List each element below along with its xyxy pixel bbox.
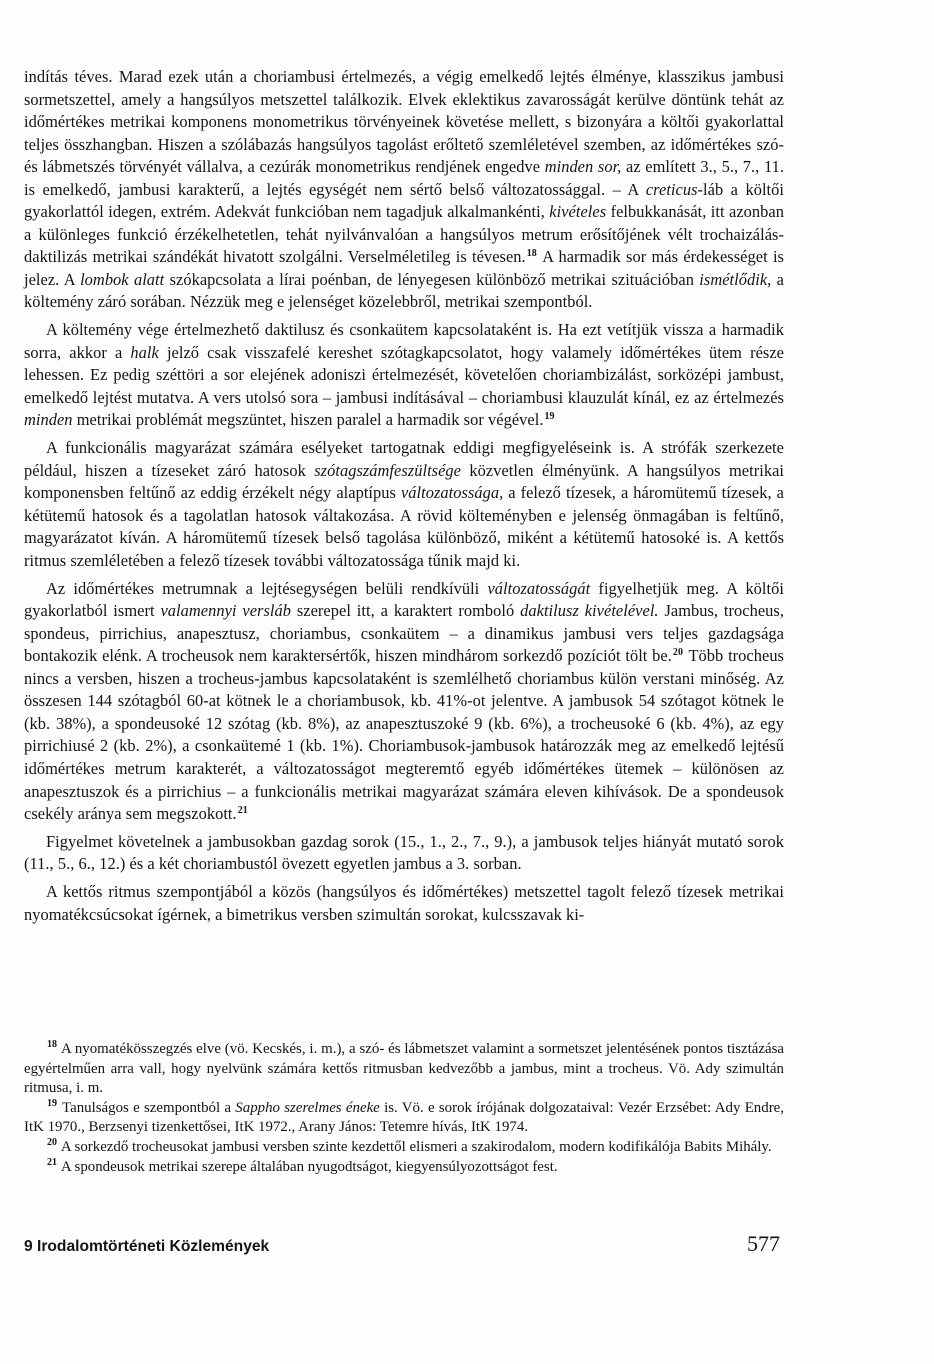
text-run: jelző csak visszafelé kereshet szótagkapcsolatot, hogy valamely időmértékes ütem része lehessen. Ez pedig széttöri a sor elejének adoniszi értelmezését, követelően choriambizálást, sorközépi jambust, emelkedő lejtést mutatva. A vers utolsó sora – jambusi indításával – choriambusi klauzulát kínál, ez az értelmezés — [24, 342, 785, 407]
text-run: A költemény vége értelmezhető daktilusz és csonkaütem kapcsolataként is. Ha ezt vetítjük vissza a harmadik sorra, akkor a — [24, 320, 784, 362]
italic-text: minden — [24, 410, 73, 430]
text-run: -láb a költői gyakorlattól idegen, extrém. Adekvát funkcióban nem tagadjuk alkalmankénti, — [24, 179, 784, 222]
footnote — [24, 1138, 784, 1158]
text-run: Figyelmet követelnek a jambusokban gazdag sorok (15., 1., 2., 7., 9.), a jambusok teljes hiányát mutató sorok (11., 5., 6., 12.) és a két choriambustól övezett egyetlen jambus a 3. sorban. — [24, 831, 784, 874]
italic-text: ismétlődik, — [699, 269, 772, 289]
text-run: is. Vö. e sorok írójának dolgozataival: Vezér Erzsébet: Ady Endre, ItK 1970., Berzsenyi tizenkettősei, ItK 1972., Arany János: Tetemre hívás, ItK 1974. — [24, 1099, 784, 1136]
italic-text: daktilusz kivételével. — [520, 601, 659, 621]
body-paragraph — [24, 319, 784, 432]
italic-text: szótagszámfeszültsége — [314, 460, 461, 480]
italic-text: lombok alatt — [80, 269, 165, 289]
text-run: A nyomatékösszegzés elve (vö. Kecskés, i. m.), a szó- és lábmetszet valamint a sormetszet jelentésének pontos tisztázása egyértelműen arra vall, hogy nyelvünk számára kettős ritmusban kedvezőbb a jambus, mint a trocheus. Vö. Ady szimultán ritmusa, i. m. — [24, 1041, 784, 1097]
italic-text: creticus — [645, 179, 698, 199]
footnote — [24, 1099, 784, 1138]
italic-text: halk — [130, 342, 159, 362]
body-paragraph — [24, 578, 784, 826]
italic-text: változatosságát — [487, 578, 591, 598]
footnote-marker: 18 — [47, 1039, 57, 1050]
italic-text: Sappho szerelmes éneke — [235, 1099, 380, 1116]
text-run: szerepel itt, a karaktert romboló — [290, 601, 521, 621]
text-run: Tanulságos e szempontból a — [58, 1099, 236, 1116]
text-run: Több trocheus nincs a versben, hiszen a trocheus-jambus kapcsolataként is szemlélhető choriambus külön verstani minőség. Az összesen 144 szótagból 60-at kötnek le a choriambusok, kb. 41%-ot jelentve. A jambusok 54 szótagot kötnek le (kb. 38%), a spondeusoké 12 szótag (kb. 8%), az anapesztuszoké 9 (kb. 6%), a trocheusoké 6 (kb. 4%), az egy pirrichiusé 2 (kb. 2%), a csonkaütemé 1 (kb. 1%). Choriambusok-jambusok határozzák meg az emelkedő lejtésű időmértékes metrum karakterét, a változatosságot megteremtő egyéb időmértékes ütemek – különösen az anapesztuszok és a pirrichius – a funkcionális metrikai magyarázat számára eleven kihívások. De a spondeusok csekély aránya sem megszokott. — [24, 646, 784, 824]
footnote-marker: 20 — [672, 647, 684, 659]
italic-text: kivételes — [549, 202, 607, 222]
text-run: Jambus, trocheus, spondeus, pirrichius, anapesztusz, choriambus, csonkaütem – a dinamikus jambusi vers teljes gazdagsága bontakozik elénk. A trocheusok nem karaktersértők, hiszen mindhárom sorkezdő pozíciót tölt be. — [24, 601, 785, 666]
journal-footer: 9 Irodalomtörténeti Közlemények — [24, 1238, 270, 1255]
text-run: a költemény záró sorában. Nézzük meg e jelenséget közelebbről, metrikai szempontból. — [24, 269, 784, 312]
footnote-marker: 18 — [526, 248, 537, 260]
page-number: 577 — [747, 1231, 780, 1256]
text-run: a felező tízesek, a háromütemű tízesek, a kétütemű hatosok és a tagolatlan hatosok váltakozása. A rövid költeményben e jelenség önmagában is feltűnő, magyarázatot kíván. A háromütemű tízesek belső tagolása különböző, miként a kétütemű hatosoké is. A kettős ritmus szemléletében a felező tízesek további változatossága tűnik majd ki. — [24, 483, 784, 570]
text-run: felbukkanását, itt azonban a különleges funkció érzékelhetetlen, tehát nyilvánvalóan a hangsúlyos metrum erősítőjének vélt trochaizálás-daktilizás metrikai szándékát hivatott szolgálni. Verselméletileg is tévesen. — [24, 202, 784, 267]
footnote-marker: 20 — [47, 1136, 57, 1148]
text-run: figyelhetjük meg. A költői gyakorlatból ismert — [24, 578, 784, 621]
text-run: A sorkezdő trocheusokat jambusi versben szinte kezdettől elismeri a szakirodalom, modern kodifikálója Babits Mihály. — [58, 1138, 772, 1155]
text-run: az említett 3., 5., 7., 11. is emelkedő, jambusi karakterű, a lejtés egységét nem sértő belső változatossággal. – A — [24, 157, 784, 199]
text-run: A spondeusok metrikai szerepe általában nyugodtságot, kiegyensúlyozottságot fest. — [58, 1158, 558, 1175]
main-text-body — [24, 66, 784, 931]
text-run: közvetlen élményünk. A hangsúlyos metrikai komponensben feltűnő az eddig érzékelt négy alaptípus — [24, 460, 784, 503]
text-run: A kettős ritmus szempontjából a közös (hangsúlyos és időmértékes) metszettel tagolt felező tízesek metrikai nyomatékcsúcsokat ígérnek, a bimetrikus versben szimultán sorokat, kulcsszavak ki- — [24, 882, 784, 924]
footnote-marker: 19 — [47, 1097, 57, 1109]
footnote — [24, 1040, 784, 1099]
footnote-marker: 21 — [237, 805, 248, 817]
text-run: metrikai problémát megszüntet, hiszen paralel a harmadik sor végével. — [72, 410, 544, 430]
italic-text: valamennyi versláb — [160, 601, 291, 621]
text-run: Az időmértékes metrumnak a lejtésegységen belüli rendkívüli — [46, 578, 488, 598]
footnote-marker: 19 — [544, 411, 555, 423]
footnotes-section — [24, 1040, 784, 1177]
italic-text: minden sor, — [544, 157, 622, 177]
italic-text: változatossága, — [400, 483, 504, 503]
body-paragraph — [24, 66, 784, 314]
body-paragraph — [24, 831, 784, 876]
text-run: szókapcsolata a lírai poénban, de lényegesen különböző metrikai szituációban — [164, 269, 700, 289]
text-run: A harmadik sor más érdekességet is jelez. A — [24, 247, 784, 289]
body-paragraph — [24, 881, 784, 926]
text-run: A funkcionális magyarázat számára esélyeket tartogatnak eddigi megfigyeléseink is. A strófák szerkezete például, hiszen a tízeseket záró hatosok — [24, 438, 784, 480]
footnote — [24, 1158, 784, 1178]
text-run: indítás téves. Marad ezek után a choriambusi értelmezés, a végig emelkedő lejtés élménye, klasszikus jambusi sormetszettel, amely a hangsúlyos metszettel találkozik. Elvek eklektikus zavarosságát kerülve döntünk tehát az időmértékes metrikai komponens monometrikus törvényeinek követése mellett, s bizonyára a költői gyakorlattal teljes összhangban. Hiszen a szólábazás hangsúlyos tagolást erőltető szemléletével szemben, az időmértékes szó- és lábmetszés törvényét vállalva, a cezúrák monometrikus rendjének engedve — [24, 67, 784, 177]
footnote-marker: 21 — [47, 1156, 57, 1168]
body-paragraph — [24, 437, 784, 572]
